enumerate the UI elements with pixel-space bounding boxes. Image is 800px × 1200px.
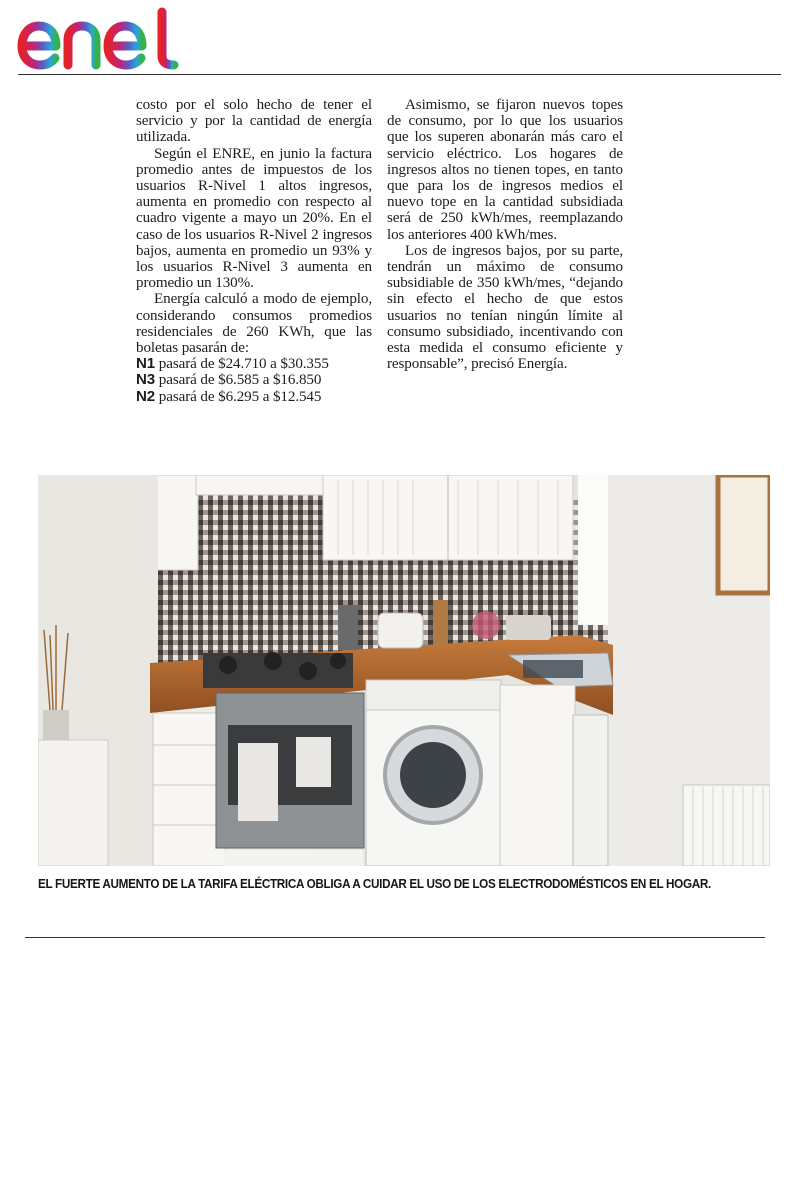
enel-logo [16, 6, 186, 70]
article-left-column [136, 97, 372, 405]
paragraph: Según el ENRE, en junio la factura promedio antes de impuestos de los usuarios R-Nivel 1 altos ingresos, aumenta en promedio con respecto al cuadro vigente a mayo un 20%. En el caso de los usuarios R-Nivel 2 ingresos bajos, aumenta en promedio un 93% y los usuarios R-Nivel 3 aumenta en promedio un 130%. [136, 145, 372, 292]
paragraph: Energía calculó a modo de ejemplo, considerando consumos promedios residenciales de 260 KWh, que las boletas pasarán de: [136, 291, 372, 357]
paragraph: Los de ingresos bajos, por su parte, tendrán un máximo de consumo subsidiable de 350 kWh/mes, “dejando sin efecto el hecho de que estos usuarios no tenían ningún límite al consumo subsidiado, incentivando con esta medida el consumo eficiente y responsable”, precisó Energía. [387, 242, 623, 373]
level-label: N3 [136, 371, 156, 389]
kitchen-photo [38, 475, 770, 866]
example-line [136, 372, 372, 388]
example-text: pasará de $24.710 a $30.355 [155, 356, 329, 373]
example-text: pasará de $6.295 a $12.545 [155, 388, 322, 405]
photo-caption: EL FUERTE AUMENTO DE LA TARIFA ELÉCTRICA OBLIGA A CUIDAR EL USO DE LOS ELECTRODOMÉSTICOS EN EL HOGAR. [38, 877, 711, 891]
article-right-column [387, 97, 623, 372]
example-line [136, 356, 372, 372]
example-text: pasará de $6.585 a $16.850 [155, 372, 322, 389]
footer-rule [25, 937, 765, 938]
paragraph: Asimismo, se fijaron nuevos topes de consumo, por lo que los usuarios que los superen abonarán más caro el servicio eléctrico. Los hogares de ingresos altos no tienen topes, en tanto que para los de ingresos medios el nuevo tope en la cantidad subsidiada será de 250 kWh/mes, reemplazando los anteriores 400 kWh/mes. [387, 97, 623, 243]
example-line [136, 389, 372, 405]
paragraph: costo por el solo hecho de tener el servicio y por la cantidad de energía utilizada. [136, 97, 372, 146]
header-rule [18, 74, 781, 75]
level-label: N1 [136, 355, 156, 373]
level-label: N2 [136, 387, 156, 405]
